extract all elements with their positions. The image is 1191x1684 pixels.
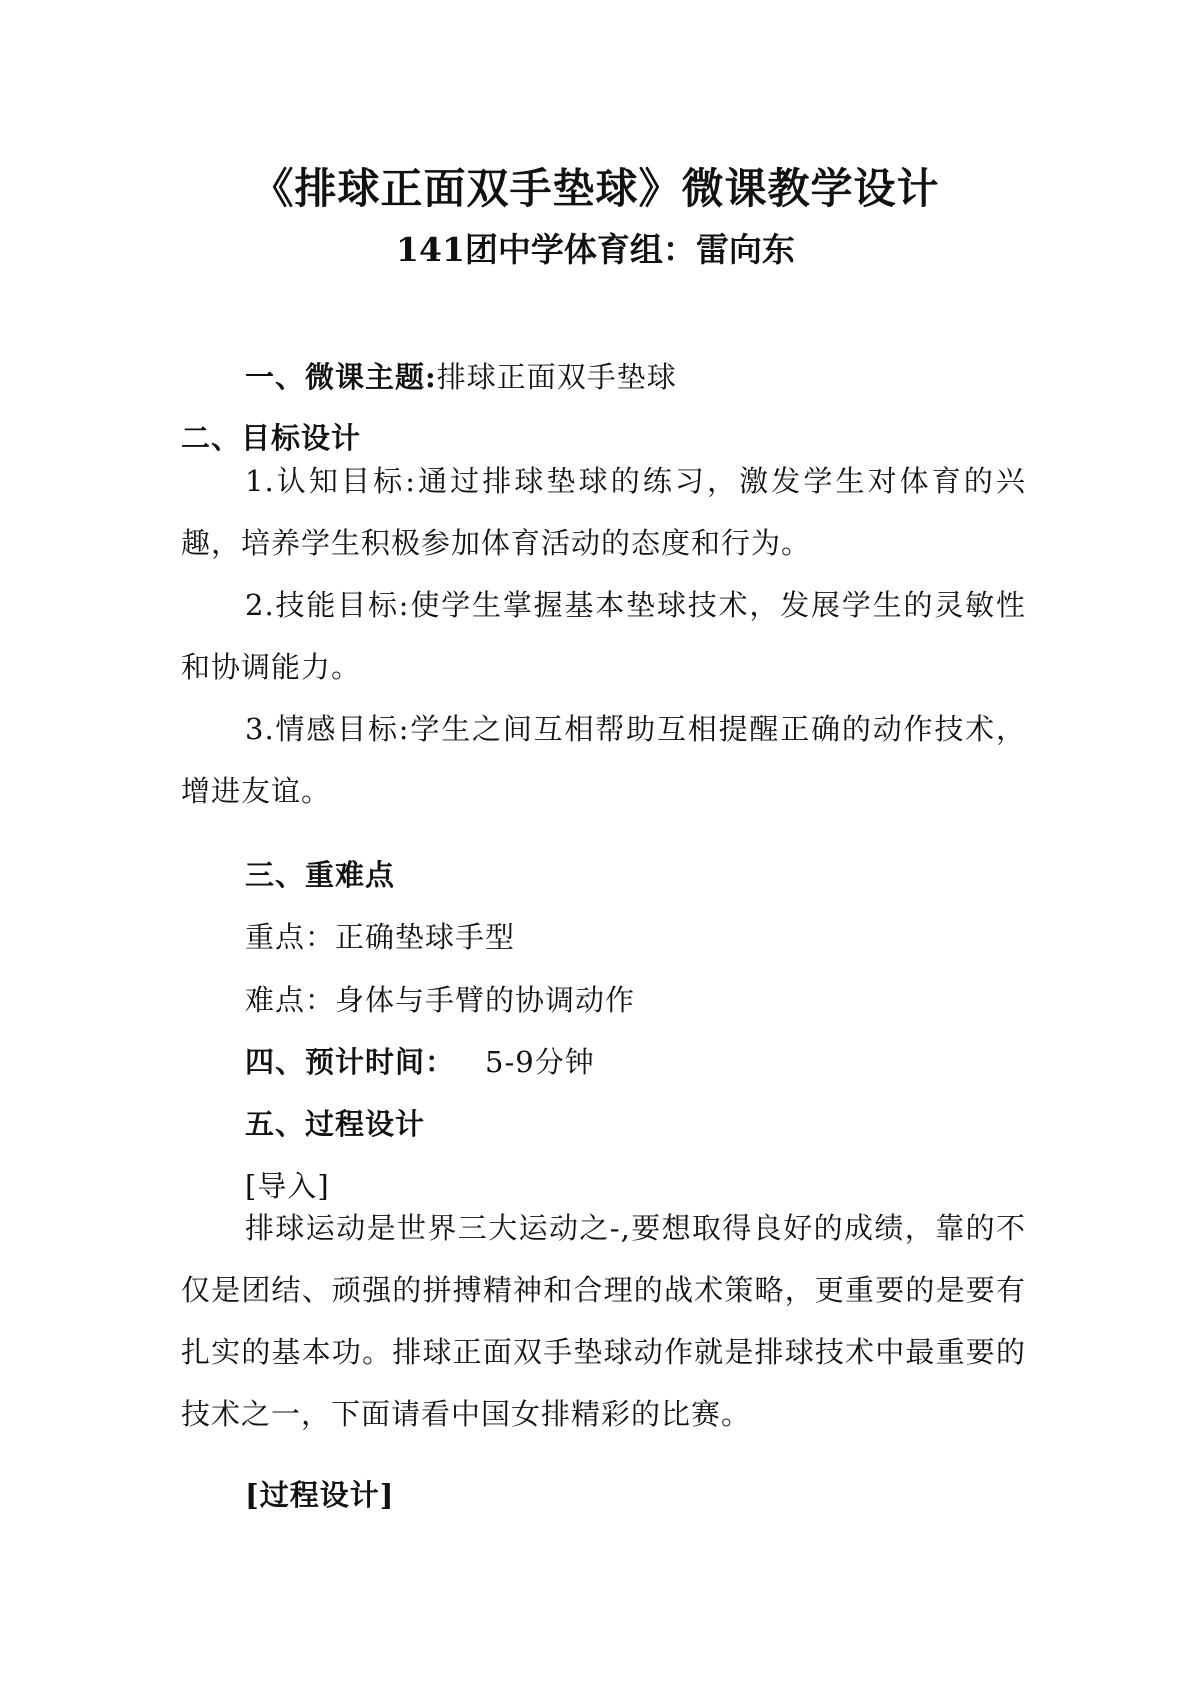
section-duration-value: 5-9分钟 (485, 1045, 595, 1079)
goal-affective: 3.情感目标:学生之间互相帮助互相提醒正确的动作技术，增进友谊。 (181, 712, 1026, 808)
goal-skill: 2.技能目标:使学生掌握基本垫球技术，发展学生的灵敏性和协调能力。 (181, 588, 1026, 684)
section-goals-heading: 二、目标设计 (181, 421, 362, 455)
key-point: 重点：正确垫球手型 (245, 920, 516, 954)
document-title: 《排球正面双手垫球》微课教学设计 (251, 164, 940, 213)
difficulty-point: 难点：身体与手臂的协调动作 (245, 983, 636, 1017)
section-duration-label: 四、预计时间： (245, 1045, 456, 1079)
section-duration (245, 1042, 595, 1082)
section-topic (245, 357, 677, 397)
document-author: 141团中学体育组：雷向东 (396, 230, 795, 269)
goal-cognitive: 1.认知目标:通过排球垫球的练习，激发学生对体育的兴趣，培养学生积极参加体育活动的态度和行为。 (181, 464, 1026, 560)
section-key-points-heading: 三、重难点 (245, 858, 396, 892)
intro-label: [导入] (245, 1169, 330, 1203)
section-process-heading: 五、过程设计 (245, 1107, 426, 1141)
process-design-label: [过程设计] (245, 1478, 395, 1512)
section-topic-value: 排球正面双手垫球 (436, 360, 677, 394)
section-topic-label: 一、微课主题: (245, 360, 437, 394)
intro-paragraph: 排球运动是世界三大运动之-,要想取得良好的成绩，靠的不仅是团结、顽强的拼搏精神和合理的战术策略，更重要的是要有扎实的基本功。排球正面双手垫球动作就是排球技术中最重要的技术之一，下面请看中国女排精彩的比赛。 (181, 1211, 1026, 1431)
